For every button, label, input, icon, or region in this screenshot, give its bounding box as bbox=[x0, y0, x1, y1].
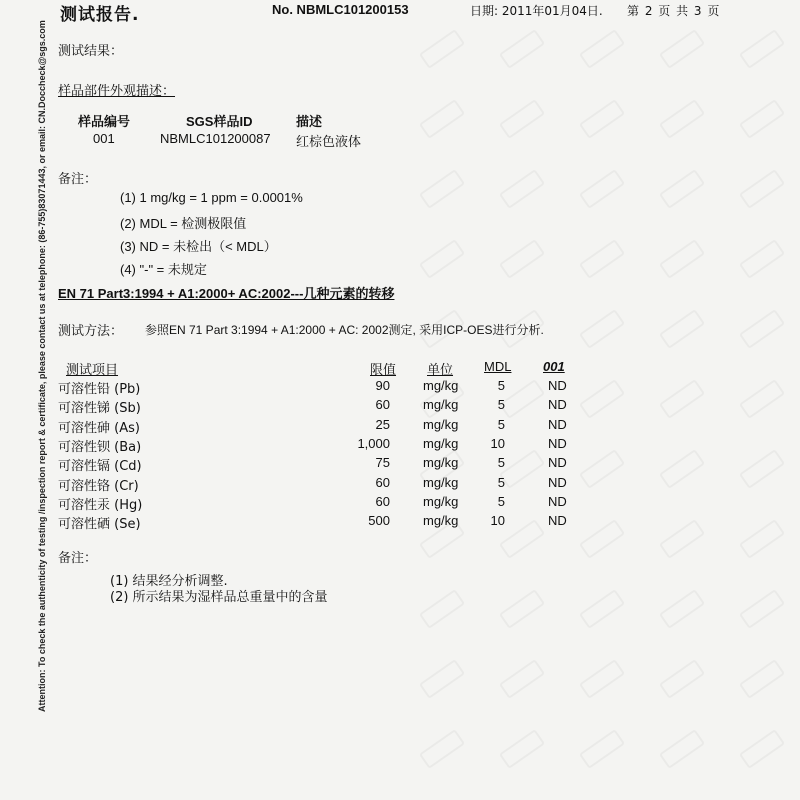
watermark-mark bbox=[499, 29, 545, 69]
row-limit: 90 bbox=[375, 378, 390, 393]
note2-item: (1) 结果经分析调整. bbox=[110, 574, 228, 589]
row-unit: mg/kg bbox=[423, 455, 459, 470]
watermark-mark bbox=[499, 169, 545, 209]
watermark-mark bbox=[419, 659, 465, 699]
note-item: (4) "-" = 未规定 bbox=[120, 262, 207, 277]
row-mdl: 10 bbox=[490, 436, 505, 451]
watermark-mark bbox=[659, 519, 705, 559]
watermark-mark bbox=[739, 659, 785, 699]
report-date: 日期: 2011年01月04日. bbox=[470, 4, 603, 18]
row-limit: 75 bbox=[375, 455, 390, 470]
row-limit: 500 bbox=[368, 513, 390, 528]
watermark-mark bbox=[499, 589, 545, 629]
col-header-mdl: MDL bbox=[484, 359, 512, 374]
col-header-item: 测试项目 bbox=[66, 363, 119, 378]
sample-id-value: NBMLC101200087 bbox=[160, 131, 271, 146]
row-unit: mg/kg bbox=[423, 494, 459, 509]
watermark-mark bbox=[739, 519, 785, 559]
notes2-label: 备注： bbox=[58, 551, 98, 566]
row-item: 可溶性锑 (Sb) bbox=[58, 401, 141, 416]
results-label: 测试结果： bbox=[58, 44, 124, 59]
row-item: 可溶性铬 (Cr) bbox=[58, 479, 139, 494]
col-header-unit: 单位 bbox=[427, 363, 454, 378]
row-result: ND bbox=[548, 417, 567, 432]
row-limit: 60 bbox=[375, 494, 390, 509]
watermark-mark bbox=[659, 379, 705, 419]
watermark-mark bbox=[499, 449, 545, 489]
watermark-mark bbox=[499, 729, 545, 769]
row-result: ND bbox=[548, 436, 567, 451]
watermark-mark bbox=[579, 379, 625, 419]
watermark-mark bbox=[579, 449, 625, 489]
watermark-mark bbox=[499, 519, 545, 559]
row-item: 可溶性硒 (Se) bbox=[58, 517, 141, 532]
row-limit: 60 bbox=[375, 475, 390, 490]
watermark-mark bbox=[739, 169, 785, 209]
sample-header-id: SGS样品ID bbox=[186, 114, 253, 129]
watermark-mark bbox=[739, 239, 785, 279]
row-mdl: 5 bbox=[497, 378, 505, 393]
watermark-mark bbox=[739, 29, 785, 69]
method-label: 测试方法： bbox=[58, 324, 124, 339]
watermark-mark bbox=[739, 309, 785, 349]
row-mdl: 5 bbox=[497, 494, 505, 509]
row-mdl: 5 bbox=[497, 397, 505, 412]
row-result: ND bbox=[548, 397, 567, 412]
watermark-mark bbox=[579, 589, 625, 629]
sample-section-title: 样品部件外观描述： bbox=[58, 84, 176, 99]
note-item: (1) 1 mg/kg = 1 ppm = 0.0001% bbox=[120, 190, 303, 205]
watermark-mark bbox=[579, 519, 625, 559]
row-result: ND bbox=[548, 378, 567, 393]
row-unit: mg/kg bbox=[423, 513, 459, 528]
row-mdl: 5 bbox=[497, 475, 505, 490]
watermark-mark bbox=[419, 239, 465, 279]
row-limit: 60 bbox=[375, 397, 390, 412]
watermark-mark bbox=[499, 659, 545, 699]
watermark-mark bbox=[659, 729, 705, 769]
watermark-mark bbox=[739, 99, 785, 139]
row-limit: 1,000 bbox=[357, 436, 390, 451]
watermark-mark bbox=[579, 659, 625, 699]
row-unit: mg/kg bbox=[423, 378, 459, 393]
report-title: 测试报告. bbox=[60, 5, 140, 25]
row-mdl: 10 bbox=[490, 513, 505, 528]
watermark-mark bbox=[659, 29, 705, 69]
row-result: ND bbox=[548, 475, 567, 490]
note-item: (3) ND = 未检出（< MDL） bbox=[120, 239, 277, 254]
row-result: ND bbox=[548, 513, 567, 528]
sample-desc-value: 红棕色液体 bbox=[296, 135, 362, 150]
watermark-mark bbox=[659, 169, 705, 209]
watermark-mark bbox=[739, 589, 785, 629]
row-result: ND bbox=[548, 455, 567, 470]
row-mdl: 5 bbox=[497, 455, 505, 470]
sample-header-no: 样品编号 bbox=[78, 115, 131, 130]
row-unit: mg/kg bbox=[423, 417, 459, 432]
method-text: 参照EN 71 Part 3:1994 + A1:2000 + AC: 2002测定, 采用ICP-OES进行分析. bbox=[145, 323, 544, 337]
row-unit: mg/kg bbox=[423, 397, 459, 412]
watermark-mark bbox=[739, 729, 785, 769]
col-header-limit: 限值 bbox=[370, 363, 397, 378]
row-item: 可溶性镉 (Cd) bbox=[58, 459, 142, 474]
note2-item: (2) 所示结果为湿样品总重量中的含量 bbox=[110, 590, 328, 605]
row-item: 可溶性钡 (Ba) bbox=[58, 440, 142, 455]
row-unit: mg/kg bbox=[423, 436, 459, 451]
authenticity-side-note: Attention: To check the authenticity of testing /inspection report & certificate, please contact us at telephone: (86-755)83071443, or email: CN.Doccheck@sgs.com bbox=[37, 20, 47, 712]
watermark-mark bbox=[499, 99, 545, 139]
watermark-mark bbox=[659, 99, 705, 139]
watermark-mark bbox=[499, 379, 545, 419]
row-item: 可溶性汞 (Hg) bbox=[58, 498, 143, 513]
col-header-sample: 001 bbox=[543, 359, 565, 374]
watermark-mark bbox=[739, 449, 785, 489]
watermark-mark bbox=[579, 29, 625, 69]
watermark-mark bbox=[499, 239, 545, 279]
note-item: (2) MDL = 检测极限值 bbox=[120, 216, 247, 231]
watermark-mark bbox=[659, 239, 705, 279]
watermark-mark bbox=[419, 729, 465, 769]
test-title: EN 71 Part3:1994 + A1:2000+ AC:2002---几种元素的转移 bbox=[58, 286, 395, 301]
watermark-mark bbox=[579, 99, 625, 139]
row-item: 可溶性砷 (As) bbox=[58, 421, 140, 436]
watermark-mark bbox=[739, 379, 785, 419]
watermark-mark bbox=[579, 309, 625, 349]
watermark-mark bbox=[659, 449, 705, 489]
row-result: ND bbox=[548, 494, 567, 509]
row-unit: mg/kg bbox=[423, 475, 459, 490]
watermark-mark bbox=[579, 169, 625, 209]
row-mdl: 5 bbox=[497, 417, 505, 432]
notes-label: 备注： bbox=[58, 172, 98, 187]
watermark-mark bbox=[419, 169, 465, 209]
watermark-mark bbox=[579, 239, 625, 279]
sample-no-value: 001 bbox=[93, 131, 115, 146]
watermark-mark bbox=[579, 729, 625, 769]
row-limit: 25 bbox=[375, 417, 390, 432]
watermark-mark bbox=[659, 589, 705, 629]
report-number: No. NBMLC101200153 bbox=[272, 2, 409, 17]
watermark-mark bbox=[419, 29, 465, 69]
page-indicator: 第 2 页 共 3 页 bbox=[627, 4, 721, 18]
sample-header-desc: 描述 bbox=[296, 115, 323, 130]
watermark-mark bbox=[659, 309, 705, 349]
row-item: 可溶性铅 (Pb) bbox=[58, 382, 141, 397]
watermark-mark bbox=[419, 99, 465, 139]
watermark-mark bbox=[659, 659, 705, 699]
watermark-mark bbox=[419, 589, 465, 629]
